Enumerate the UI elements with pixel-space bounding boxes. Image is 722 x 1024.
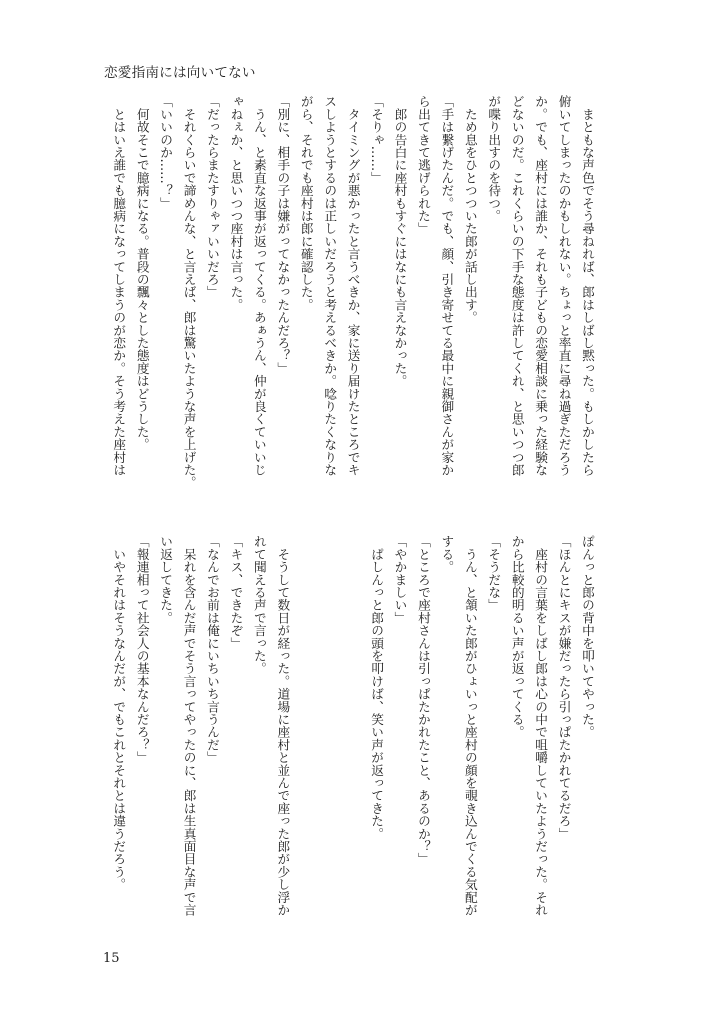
text-line: ため息をひとつついた郎が話し出す。 <box>462 95 478 324</box>
text-line: タイミングが悪かったと言うべきか、家に送り届けたところでキ <box>345 95 361 476</box>
text-line: そうして数日が経った。道場に座村と並んで座った郎が少し浮か <box>275 535 291 916</box>
text-line: が喋り出すのを待つ。 <box>486 95 502 222</box>
text-line: 「キス、できたぞ」 <box>228 535 244 650</box>
text-line: うん、と頷いた郎がひょいっと座村の顔を覗き込んでくる気配が <box>462 535 478 916</box>
text-line: 「だったらまたすりゃァいいだろ」 <box>205 95 220 299</box>
text-line: 呆れを含んだ声でそう言ってやったのに、郎は生真面目な声で言 <box>181 535 197 916</box>
text-line: どないのだ。これくらいの下手な態度は許してくれ、と思いつつ郎 <box>509 95 525 476</box>
text-line: 「ほんとにキスが嫌だったら引っぱたかれてるだろ」 <box>556 535 572 840</box>
text-line: か。でも、座村には誰か、それも子どもの恋愛相談に乗った経験な <box>533 95 549 476</box>
text-line <box>294 535 317 935</box>
text-line: する。 <box>439 535 455 574</box>
text-line: うん、と素直な返事が返ってくる。あぁうん、仲が良くていいじ <box>251 95 267 476</box>
running-head-title: 恋愛指南には向いてない <box>104 65 256 81</box>
text-line: いやそれはそうなんだが、でもこれとそれとは違うだろう。 <box>111 535 127 891</box>
text-line: 何故そこで臆病になる。普段の飄々とした態度はどうした。 <box>134 95 150 451</box>
text-line: ぽんっと郎の背中を叩いてやった。 <box>580 535 595 739</box>
text-line: 「いいのか……？」 <box>158 95 174 210</box>
upper-text-block <box>107 95 599 495</box>
page-number: 15 <box>103 951 120 966</box>
text-line: 郎の告白に座村もすぐにはなにも言えなかった。 <box>392 95 408 388</box>
text-line: ぱしんっと郎の頭を叩けば、笑い声が返ってきた。 <box>369 535 385 840</box>
text-line: 「報連相って社会人の基本なんだろ？」 <box>134 535 150 764</box>
text-line: れて聞える声で言った。 <box>251 535 267 675</box>
text-line: い返してきた。 <box>158 535 174 624</box>
text-line: スしようとするのは正しいだろうと考えるべきか。唸りたくなりな <box>322 95 338 476</box>
text-line: 「別に、相手の子は嫌がってなかったんだろ？」 <box>275 95 291 375</box>
text-line: 座村の言葉をしばし郎は心の中で咀嚼していたようだった。それ <box>533 535 549 916</box>
text-line <box>341 535 364 935</box>
text-line: 「そりゃ……」 <box>369 95 385 184</box>
text-line: 「ところで座村さんは引っぱたかれたこと、あるのか？」 <box>415 535 431 866</box>
text-line: から比較的明るい声が返ってくる。 <box>509 535 525 739</box>
text-line: 「手は繋げたんだ。でも、顔、引き寄せてる最中に親御さんが家か <box>439 95 455 476</box>
text-line: 「やかましい」 <box>392 535 408 624</box>
text-line: ゃねぇか、と思いつつ座村は言った。 <box>228 95 244 311</box>
text-line: まともな声色でそう尋ねれば、郎はしばし黙った。もしかしたら <box>580 95 595 476</box>
text-line: 「そうだな」 <box>486 535 502 612</box>
text-line: 「なんでお前は俺にいちいち言うんだ」 <box>205 535 220 764</box>
text-line: それくらいで諦めんな、と言えば、郎は驚いたような声を上げた。 <box>181 95 197 489</box>
text-line: とはいえ誰でも臆病になってしまうのが恋か。そう考えた座村は <box>111 95 127 476</box>
text-line: ら出てきて逃げられた」 <box>415 95 431 235</box>
text-line: がら、それでも座村は郎に確認した。 <box>298 95 314 311</box>
text-line <box>318 535 341 935</box>
text-line: 俯いてしまったのかもしれない。ちょっと率直に尋ね過ぎただろう <box>556 95 572 476</box>
lower-text-block <box>107 535 599 935</box>
